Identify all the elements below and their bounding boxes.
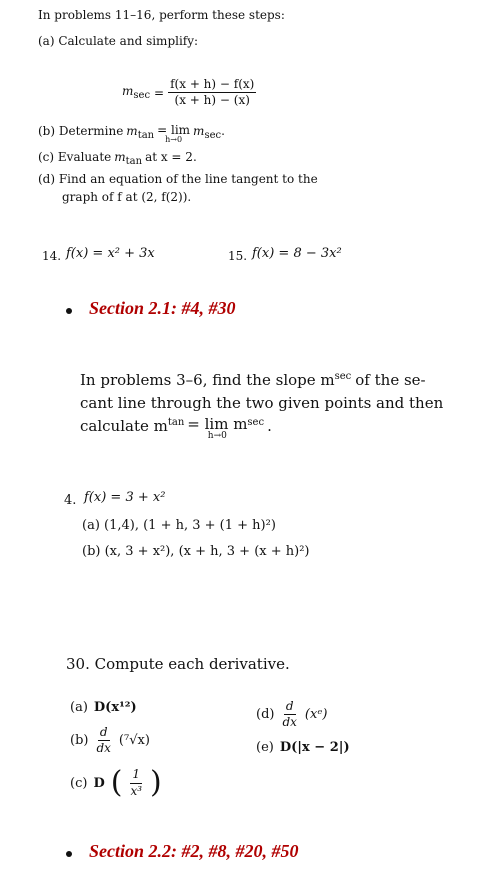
intro-text: In problems 11–16, perform these steps: xyxy=(38,8,285,22)
block2-line3-sub2: sec xyxy=(247,417,265,428)
deriv-e xyxy=(256,740,350,755)
mtan-sub2: tan xyxy=(125,156,143,167)
period: . xyxy=(221,124,225,138)
deriv-a-label: (a) xyxy=(70,700,88,715)
problem-4-number: 4. xyxy=(64,493,77,508)
deriv-c-num: 1 xyxy=(130,768,142,783)
step-c-rest: at x = 2. xyxy=(145,150,197,164)
block2-limit xyxy=(187,417,247,441)
msec-m: m xyxy=(122,84,134,99)
deriv-d-den: dx xyxy=(282,715,297,730)
msec-m2: m xyxy=(193,124,205,138)
deriv-e-label: (e) xyxy=(256,740,274,755)
bullet-icon xyxy=(66,308,72,314)
block2-line1 xyxy=(80,371,426,389)
deriv-a xyxy=(70,700,137,715)
msec-sub2: sec xyxy=(204,130,222,141)
left-paren: ( xyxy=(110,765,123,800)
deriv-c-d: D xyxy=(93,775,105,791)
deriv-c-den: x³ xyxy=(130,783,143,798)
msec-fraction xyxy=(168,78,256,107)
limit-text: = lim xyxy=(157,123,191,137)
deriv-b xyxy=(70,726,150,755)
fraction-numerator: f(x + h) − f(x) xyxy=(168,78,256,93)
step-b xyxy=(38,124,225,144)
deriv-c-frac xyxy=(128,768,144,797)
fraction-denominator: (x + h) − (x) xyxy=(174,93,250,108)
block2-line1-end: of the se- xyxy=(355,371,426,389)
step-c xyxy=(38,150,197,167)
deriv-b-num: d xyxy=(98,726,110,741)
step-a-label: (a) Calculate and simplify: xyxy=(38,34,199,48)
block2-line1-text: In problems 3–6, find the slope m xyxy=(80,371,335,389)
problem-14-expr: f(x) = x² + 3x xyxy=(66,246,155,261)
mtan-m: m xyxy=(126,124,138,138)
bullet-icon-2 xyxy=(66,851,72,857)
mtan-m2: m xyxy=(114,150,126,164)
problem-30-heading: 30. Compute each derivative. xyxy=(66,655,290,673)
block2-line1-sub: sec xyxy=(334,371,352,382)
problem-4-expr: f(x) = 3 + x² xyxy=(84,490,166,505)
problem-4a: (a) (1,4), (1 + h, 3 + (1 + h)²) xyxy=(82,518,276,533)
deriv-d-frac xyxy=(280,700,298,729)
block2-line3-text: calculate m xyxy=(80,417,168,435)
problem-14-number: 14. xyxy=(42,249,62,263)
block2-line2: cant line through the two given points and then xyxy=(80,394,444,412)
deriv-d-label: (d) xyxy=(256,707,275,723)
msec-sub: sec xyxy=(133,90,151,102)
right-paren: ) xyxy=(150,765,162,800)
section-heading-2-2: Section 2.2: #2, #8, #20, #50 xyxy=(89,841,299,861)
block2-line3-sub: tan xyxy=(167,417,185,428)
deriv-b-label: (b) xyxy=(70,733,89,749)
deriv-b-den: dx xyxy=(96,741,111,756)
deriv-d xyxy=(256,700,327,729)
block2-limit-text: = lim m xyxy=(187,415,248,433)
deriv-c-label: (c) xyxy=(70,775,88,791)
limit-expr xyxy=(157,124,190,144)
problem-4b: (b) (x, 3 + x²), (x + h, 3 + (x + h)²) xyxy=(82,544,310,559)
step-c-label: (c) Evaluate xyxy=(38,150,112,164)
limit-under: h→0 xyxy=(165,135,183,144)
msec-formula xyxy=(122,78,256,107)
problem-15-expr: f(x) = 8 − 3x² xyxy=(252,246,342,261)
step-b-label: (b) Determine xyxy=(38,124,124,138)
block2-limit-under: h→0 xyxy=(207,431,227,441)
section-heading-2-1: Section 2.1: #4, #30 xyxy=(89,298,236,318)
block2-line3 xyxy=(80,417,272,441)
deriv-d-rest: (xᵉ) xyxy=(304,707,328,723)
step-d-line2: graph of f at (2, f(2)). xyxy=(62,190,192,204)
mtan-sub: tan xyxy=(137,130,155,141)
problem-15-number: 15. xyxy=(228,249,248,263)
deriv-a-expr: D(x¹²) xyxy=(93,700,137,715)
deriv-d-num: d xyxy=(284,700,296,715)
deriv-e-expr: D(|x − 2|) xyxy=(279,740,350,755)
msec-equals: = xyxy=(154,85,165,100)
deriv-c xyxy=(70,765,162,800)
step-d-line1: (d) Find an equation of the line tangent to the xyxy=(38,172,318,186)
deriv-b-frac xyxy=(94,726,112,755)
block2-line3-end: . xyxy=(267,417,272,435)
deriv-b-rest: (⁷√x) xyxy=(118,733,150,749)
